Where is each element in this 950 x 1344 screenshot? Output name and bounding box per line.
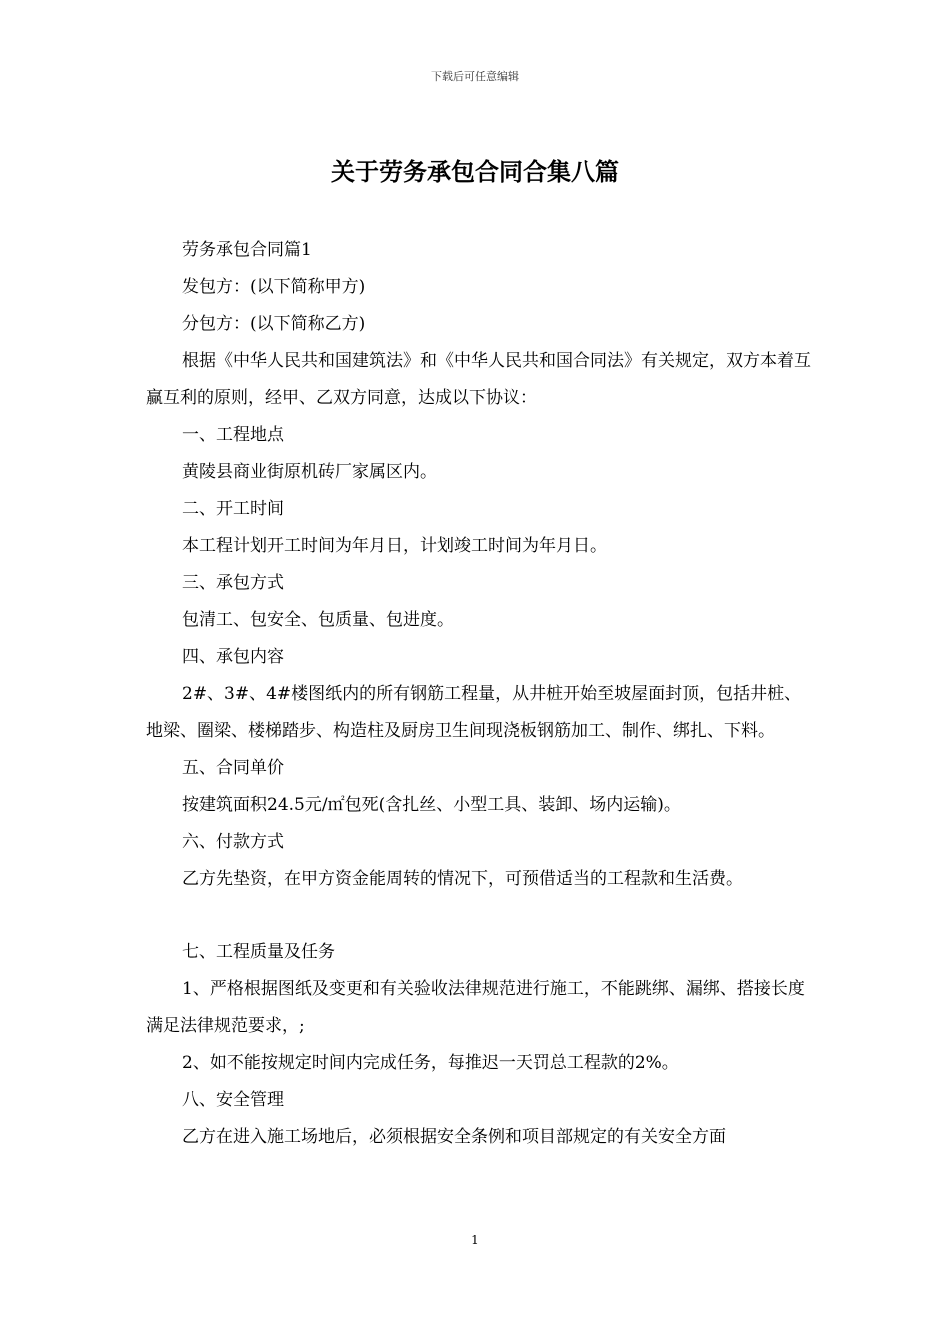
section-heading: 七、工程质量及任务 xyxy=(182,942,335,962)
paragraph: 2#、3#、4#楼图纸内的所有钢筋工程量，从井桩开始至坡屋面封顶，包括井桩、地梁、圈梁、楼梯踏步、构造柱及厨房卫生间现浇板钢筋加工、制作、绑扎、下料。 xyxy=(146,684,802,741)
paragraph-spacer xyxy=(146,898,818,934)
paragraph: 根据《中华人民共和国建筑法》和《中华人民共和国合同法》有关规定，双方本着互赢互利的原则，经甲、乙双方同意，达成以下协议： xyxy=(146,351,811,408)
section-heading: 二、开工时间 xyxy=(182,499,284,519)
section-heading: 三、承包方式 xyxy=(182,573,284,593)
paragraph: 乙方先垫资，在甲方资金能周转的情况下，可预借适当的工程款和生活费。 xyxy=(182,869,743,889)
section-heading: 六、付款方式 xyxy=(182,832,284,852)
paragraph: 1、严格根据图纸及变更和有关验收法律规范进行施工，不能跳绑、漏绑、搭接长度满足法律规范要求，; xyxy=(146,979,805,1036)
paragraph: 按建筑面积24.5元/㎡包死(含扎丝、小型工具、装卸、场内运输)。 xyxy=(182,795,681,815)
section-heading: 劳务承包合同篇1 xyxy=(182,240,312,260)
section-heading: 五、合同单价 xyxy=(182,758,284,778)
page-number: 1 xyxy=(471,1233,479,1247)
paragraph: 本工程计划开工时间为年月日，计划竣工时间为年月日。 xyxy=(182,536,607,556)
page-header: 下载后可任意编辑 xyxy=(431,70,519,83)
paragraph: 乙方在进入施工场地后，必须根据安全条例和项目部规定的有关安全方面 xyxy=(182,1127,726,1147)
document-body xyxy=(146,232,818,1156)
paragraph: 黄陵县商业街原机砖厂家属区内。 xyxy=(182,462,437,482)
section-heading: 八、安全管理 xyxy=(182,1090,284,1110)
paragraph: 分包方：(以下简称乙方) xyxy=(182,314,366,334)
section-heading: 四、承包内容 xyxy=(182,647,284,667)
paragraph: 2、如不能按规定时间内完成任务，每推迟一天罚总工程款的2%。 xyxy=(182,1053,679,1073)
section-heading: 一、工程地点 xyxy=(182,425,284,445)
paragraph: 发包方：(以下简称甲方) xyxy=(182,277,366,297)
document-title: 关于劳务承包合同合集八篇 xyxy=(331,158,619,186)
paragraph: 包清工、包安全、包质量、包进度。 xyxy=(182,610,454,630)
